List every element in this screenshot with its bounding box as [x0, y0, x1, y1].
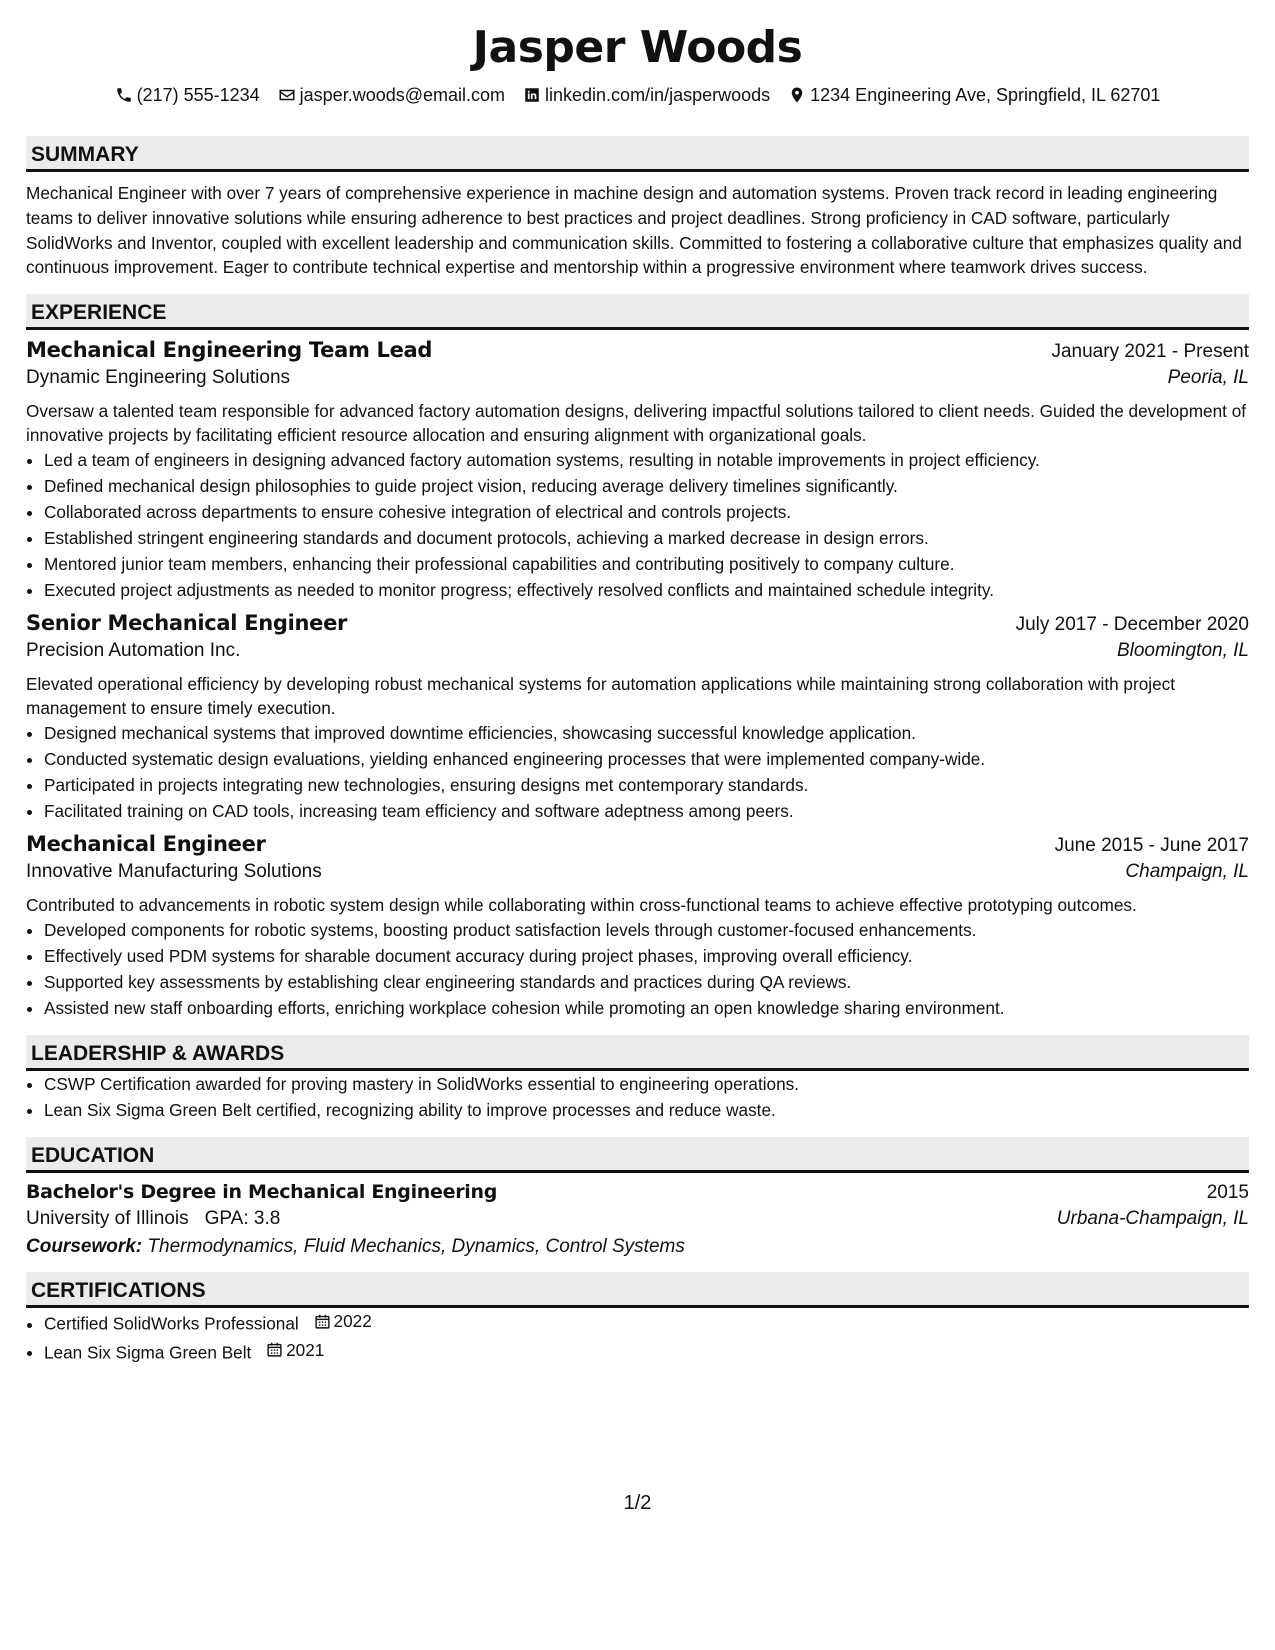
resume-content: [26, 20, 1249, 1365]
job-title-row: [26, 338, 1249, 363]
job-bullets: [26, 917, 1249, 1021]
list-item: • Effectively used PDM systems for sharable document accuracy during project phases, improving overall efficiency.: [44, 943, 1249, 969]
list-item: • Assisted new staff onboarding efforts, enriching workplace cohesion while promoting an open knowledge sharing environment.: [44, 995, 1249, 1021]
job-title-row: [26, 611, 1249, 636]
linkedin-text[interactable]: linkedin.com/in/jasperwoods: [545, 84, 771, 105]
job-dates: January 2021 - Present: [1051, 341, 1249, 363]
job-location: Champaign, IL: [1125, 861, 1249, 883]
contact-phone: [115, 85, 260, 106]
contact-address: [788, 85, 1160, 106]
school-row: [26, 1208, 1249, 1230]
job-description: Oversaw a talented team responsible for advanced factory automation designs, delivering impactful solutions tailored to client needs. Guided the development of innovative projects by facilitating efficient resource allocation and ensuring alignment with organizational goals.: [26, 401, 1247, 446]
contact-bar: [26, 82, 1249, 108]
candidate-name: Jasper Woods: [472, 22, 803, 73]
job-entry-3: [26, 832, 1249, 1021]
list-item: [44, 1337, 1249, 1366]
degree-title: Bachelor's Degree in Mechanical Engineering: [26, 1181, 498, 1204]
email-text[interactable]: jasper.woods@email.com: [299, 84, 506, 105]
job-bullets: [26, 720, 1249, 824]
school-name: University of Illinois: [26, 1208, 189, 1230]
job-title: Mechanical Engineering Team Lead: [26, 338, 433, 363]
school-location: Urbana-Champaign, IL: [1056, 1208, 1249, 1230]
job-company-row: [26, 640, 1249, 662]
job-dates: June 2015 - June 2017: [1054, 835, 1249, 857]
job-title-row: [26, 832, 1249, 857]
phone-text: (217) 555-1234: [136, 84, 260, 105]
list-item: • Established stringent engineering standards and document protocols, achieving a marked decrease in design errors.: [44, 525, 1249, 551]
phone-icon: [115, 86, 133, 104]
page-number: 1/2: [623, 1492, 652, 1514]
graduation-year: 2015: [1206, 1182, 1249, 1204]
list-item: • Designed mechanical systems that improved downtime efficiencies, showcasing successful knowledge application.: [44, 720, 1249, 746]
job-bullets: [26, 447, 1249, 603]
list-item: • Conducted systematic design evaluations, yielding enhanced engineering processes that were implemented company-wide.: [44, 746, 1249, 772]
linkedin-icon: [523, 86, 541, 104]
cert-year: 2021: [286, 1339, 325, 1360]
address-text: 1234 Engineering Ave, Springfield, IL 62701: [810, 84, 1161, 105]
list-item: • Developed components for robotic systems, boosting product satisfaction levels through customer-focused enhancements.: [44, 917, 1249, 943]
awards-list: [26, 1071, 1249, 1123]
section-header-education: EDUCATION: [26, 1137, 1249, 1173]
job-company: Precision Automation Inc.: [26, 640, 241, 662]
list-item: • Executed project adjustments as needed to monitor progress; effectively resolved conflicts and maintained schedule integrity.: [44, 577, 1249, 603]
calendar-icon: [314, 1313, 331, 1330]
list-item: • CSWP Certification awarded for proving mastery in SolidWorks essential to engineering operations.: [44, 1071, 1249, 1097]
section-header-experience: EXPERIENCE: [26, 294, 1249, 330]
contact-linkedin[interactable]: [523, 85, 770, 106]
school-name-group: [26, 1208, 280, 1230]
certifications-list: [26, 1308, 1249, 1365]
coursework-list: Thermodynamics, Fluid Mechanics, Dynamics, Control Systems: [147, 1236, 685, 1258]
contact-email[interactable]: [278, 85, 505, 106]
section-header-certifications: CERTIFICATIONS: [26, 1272, 1249, 1308]
cert-year: 2022: [333, 1311, 372, 1332]
coursework: [26, 1236, 1249, 1258]
summary-text: Mechanical Engineer with over 7 years of comprehensive experience in machine design and automation systems. Proven track record in leading engineering teams to deliver innovative solutions while ensuring adherence to best practices and project deadlines. Strong proficiency in CAD software, particularly SolidWorks and Inventor, coupled with excellent leadership and communication skills. Committed to fostering a collaborative culture that emphasizes quality and continuous improvement. Eager to contribute technical expertise and mentorship within a progressive environment where teamwork drives success.: [26, 183, 1242, 278]
job-description: Elevated operational efficiency by developing robust mechanical systems for automation applications while maintaining strong collaboration with project management to ensure timely execution.: [26, 674, 1176, 719]
job-entry-1: [26, 338, 1249, 603]
job-company-row: [26, 861, 1249, 883]
calendar-icon: [266, 1341, 283, 1358]
list-item: • Defined mechanical design philosophies to guide project vision, reducing average delivery timelines significantly.: [44, 473, 1249, 499]
list-item: [44, 1308, 1249, 1337]
job-entry-2: [26, 611, 1249, 824]
job-description: Contributed to advancements in robotic system design while collaborating within cross-functional teams to achieve effective prototyping outcomes.: [26, 895, 1137, 916]
list-item: • Supported key assessments by establishing clear engineering standards and practices during QA reviews.: [44, 969, 1249, 995]
gpa: GPA: 3.8: [204, 1208, 281, 1230]
job-company-row: [26, 367, 1249, 389]
job-title: Mechanical Engineer: [26, 832, 266, 857]
coursework-label: Coursework:: [26, 1236, 143, 1258]
job-title: Senior Mechanical Engineer: [26, 611, 348, 636]
list-item: • Led a team of engineers in designing advanced factory automation systems, resulting in notable improvements in project efficiency.: [44, 447, 1249, 473]
cert-date: [314, 1308, 372, 1334]
job-location: Peoria, IL: [1167, 367, 1249, 389]
section-header-summary: SUMMARY: [26, 136, 1249, 172]
map-marker-icon: [788, 86, 806, 104]
cert-name: Lean Six Sigma Green Belt: [44, 1342, 252, 1363]
job-company: Innovative Manufacturing Solutions: [26, 861, 322, 883]
job-dates: July 2017 - December 2020: [1015, 614, 1249, 636]
job-company: Dynamic Engineering Solutions: [26, 367, 291, 389]
envelope-icon: [278, 86, 296, 104]
list-item: • Lean Six Sigma Green Belt certified, recognizing ability to improve processes and reduce waste.: [44, 1097, 1249, 1123]
education-entry: [26, 1181, 1249, 1258]
job-location: Bloomington, IL: [1116, 640, 1249, 662]
section-header-awards: LEADERSHIP & AWARDS: [26, 1035, 1249, 1071]
list-item: • Mentored junior team members, enhancing their professional capabilities and contributing positively to company culture.: [44, 551, 1249, 577]
list-item: • Facilitated training on CAD tools, increasing team efficiency and software adeptness among peers.: [44, 798, 1249, 824]
list-item: • Participated in projects integrating new technologies, ensuring designs met contemporary standards.: [44, 772, 1249, 798]
degree-row: [26, 1181, 1249, 1204]
cert-date: [266, 1337, 324, 1363]
list-item: • Collaborated across departments to ensure cohesive integration of electrical and controls projects.: [44, 499, 1249, 525]
cert-name: Certified SolidWorks Professional: [44, 1313, 299, 1334]
